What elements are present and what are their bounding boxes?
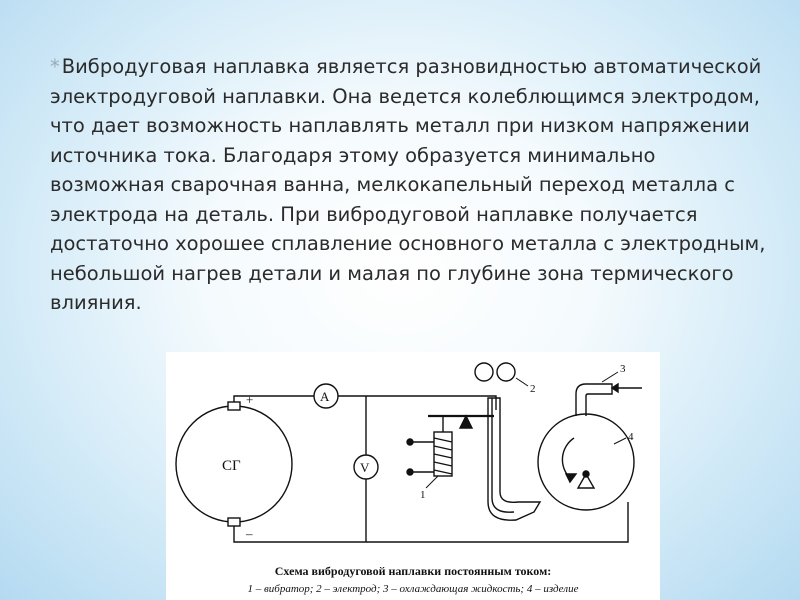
plus-sign: + bbox=[246, 392, 254, 407]
wire-bottom bbox=[234, 502, 628, 542]
coil-terminal-top bbox=[407, 439, 413, 445]
schematic-figure bbox=[166, 352, 660, 600]
generator-top-terminal bbox=[228, 402, 240, 410]
vibrator-pivot bbox=[460, 416, 472, 428]
electrode-nozzle bbox=[488, 398, 540, 520]
feed-roller-right bbox=[497, 363, 515, 381]
workpiece-circle bbox=[538, 414, 634, 510]
figure-caption-title: Схема вибродуговой наплавки постоянным током: bbox=[274, 564, 552, 578]
rotation-arrowhead bbox=[566, 474, 576, 482]
paragraph-text: Вибродуговая наплавка является разновидностью автоматической электродуговой наплавки. Она ведется колеблющимся электродом, что дает возможность наплавлять металл при низком напряжении источника тока. Благодаря этому образуется минимально возможная сварочная ванна, мелкокапельный переход металла с электрода на деталь. При вибродуговой наплавке получается достаточно хорошее сплавление основного металла с электродным, небольшой нагрев детали и малая по глубине зона термического влияния. bbox=[50, 55, 766, 314]
callout-leader-1 bbox=[426, 476, 438, 488]
callout-leader-4 bbox=[614, 438, 626, 444]
callout-1: 1 bbox=[420, 489, 426, 501]
circuit-diagram bbox=[166, 352, 660, 564]
generator-bottom-terminal bbox=[228, 518, 240, 526]
generator-label: СГ bbox=[222, 458, 241, 474]
electrode-wire bbox=[492, 398, 514, 512]
voltmeter-label: V bbox=[360, 460, 370, 475]
slide-body bbox=[50, 52, 770, 318]
cooling-flow-arrowhead bbox=[612, 384, 618, 392]
wire-top-right bbox=[338, 396, 496, 410]
workpiece-axle bbox=[583, 471, 589, 477]
coil-terminal-bottom bbox=[407, 469, 413, 475]
cooling-pipe bbox=[576, 384, 612, 416]
callout-leader-2 bbox=[516, 378, 528, 386]
coil-windings bbox=[434, 438, 452, 474]
callout-2: 2 bbox=[530, 383, 536, 395]
ammeter-label: A bbox=[320, 389, 330, 404]
callout-leader-3 bbox=[602, 372, 618, 382]
callout-4: 4 bbox=[628, 431, 634, 443]
figure-caption-legend: 1 – вибратор; 2 – электрод; 3 – охлаждающая жидкость; 4 – изделие bbox=[247, 583, 579, 595]
callout-3: 3 bbox=[620, 363, 626, 375]
rotation-arrow bbox=[562, 438, 574, 478]
minus-sign: – bbox=[246, 526, 253, 541]
bullet-paragraph bbox=[50, 52, 770, 318]
feed-roller-left bbox=[475, 363, 493, 381]
bullet-marker: * bbox=[50, 55, 60, 78]
